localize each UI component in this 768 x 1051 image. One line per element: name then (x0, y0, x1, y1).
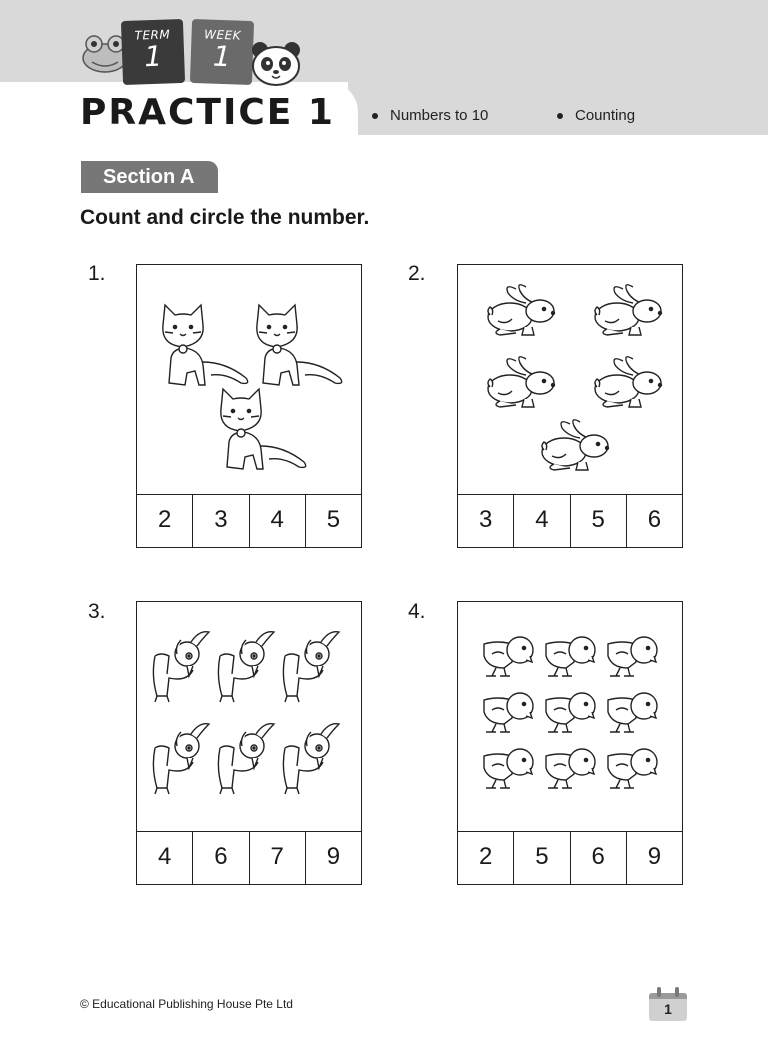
question-number: 3. (88, 600, 106, 623)
question-number: 4. (408, 600, 426, 623)
answer-choices (137, 494, 361, 547)
answer-choice[interactable]: 9 (647, 843, 662, 870)
answer-choice[interactable]: 2 (458, 832, 514, 884)
answer-choices (458, 831, 682, 884)
bullet-icon (557, 113, 563, 119)
topic-label: Counting (575, 107, 636, 124)
week-number: 1 (212, 39, 232, 74)
answer-choice[interactable]: 2 (137, 495, 193, 547)
week-tab (190, 19, 254, 85)
term-tab (121, 19, 185, 85)
answer-choice[interactable]: 3 (193, 495, 249, 547)
panda-mascot-icon (250, 40, 302, 86)
question-box (136, 601, 362, 885)
bullet-icon (372, 113, 378, 119)
question-box (457, 601, 683, 885)
answer-choice[interactable]: 4 (250, 495, 306, 547)
page-title: PRACTICE 1 (80, 92, 335, 133)
topic-item (372, 107, 488, 124)
copyright-footer: © Educational Publishing House Pte Ltd (80, 997, 293, 1011)
page-number: 1 (664, 1001, 672, 1017)
question-box (136, 264, 362, 548)
answer-choice[interactable]: 5 (326, 506, 341, 533)
answer-choice[interactable]: 9 (326, 843, 341, 870)
answer-choice[interactable]: 5 (514, 832, 570, 884)
rabbits-picture (458, 265, 681, 495)
answer-choice[interactable]: 6 (647, 506, 662, 533)
question-number: 1. (88, 262, 106, 285)
term-label: TERM (134, 27, 171, 43)
answer-choice[interactable]: 7 (250, 832, 306, 884)
week-label: WEEK (203, 27, 242, 43)
cats-picture (137, 265, 360, 495)
answer-choice[interactable]: 6 (571, 832, 627, 884)
birds-picture (137, 602, 360, 832)
page-number-badge (649, 987, 687, 1021)
answer-choice[interactable]: 6 (193, 832, 249, 884)
term-number: 1 (143, 39, 163, 74)
chicks-picture (458, 602, 681, 832)
topic-label: Numbers to 10 (390, 107, 489, 124)
answer-choice[interactable]: 4 (514, 495, 570, 547)
answer-choice[interactable]: 4 (137, 832, 193, 884)
answer-choice[interactable]: 5 (571, 495, 627, 547)
question-box (457, 264, 683, 548)
section-badge: Section A (81, 161, 218, 193)
answer-choices (458, 494, 682, 547)
topic-item (557, 107, 635, 124)
answer-choices (137, 831, 361, 884)
instruction: Count and circle the number. (80, 206, 370, 229)
answer-choice[interactable]: 3 (458, 495, 514, 547)
question-number: 2. (408, 262, 426, 285)
